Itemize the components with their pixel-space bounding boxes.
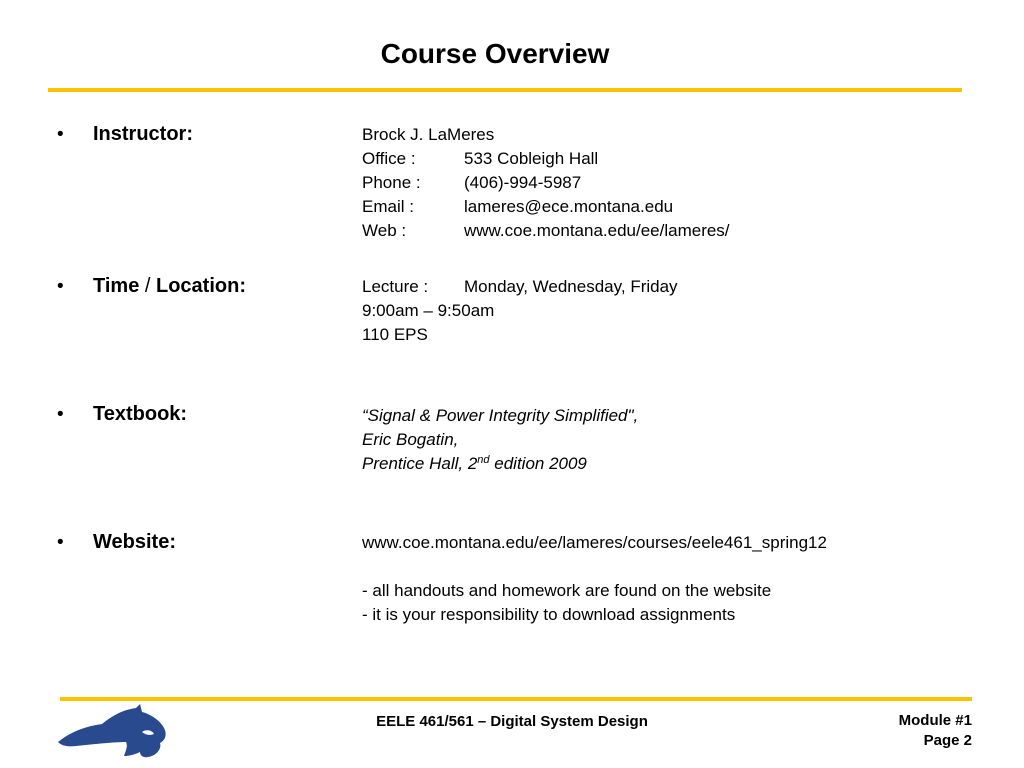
textbook-title: “Signal & Power Integrity Simplified", — [362, 406, 639, 425]
phone-key: Phone : — [362, 173, 421, 192]
slide-title: Course Overview — [380, 38, 610, 69]
website-url: www.coe.montana.edu/ee/lameres/courses/eele461_spring12 — [362, 533, 827, 552]
bullet-textbook: • — [57, 404, 64, 425]
footer-page-info — [899, 711, 972, 751]
office-value: 533 Cobleigh Hall — [464, 149, 599, 168]
bobcat-logo-icon — [56, 702, 168, 760]
time-label: Time — [93, 275, 140, 297]
time-location-label — [93, 274, 246, 298]
website-label: Website: — [93, 531, 176, 553]
footer-module: Module #1 — [898, 712, 972, 729]
textbook-label: Textbook: — [93, 403, 188, 425]
web-key: Web : — [362, 221, 407, 240]
time-location-separator: / — [139, 275, 156, 297]
web-value: www.coe.montana.edu/ee/lameres/ — [464, 221, 730, 240]
textbook-publisher — [362, 452, 587, 476]
instructor-name: Brock J. LaMeres — [362, 125, 495, 144]
email-key: Email : — [362, 197, 414, 216]
lecture-time: 9:00am – 9:50am — [362, 301, 495, 320]
office-key: Office : — [362, 149, 416, 168]
lecture-days-value: Monday, Wednesday, Friday — [464, 277, 678, 296]
edition-superscript: nd — [477, 454, 490, 466]
instructor-web — [362, 219, 730, 243]
instructor-phone — [362, 171, 581, 195]
footer-course-title: EELE 461/561 – Digital System Design — [376, 713, 648, 730]
lecture-days — [362, 275, 678, 299]
email-value: lameres@ece.montana.edu — [464, 197, 674, 216]
textbook-author: Eric Bogatin, — [362, 430, 459, 449]
instructor-label: Instructor: — [93, 123, 193, 145]
instructor-email — [362, 195, 673, 219]
location-label: Location: — [156, 275, 246, 297]
phone-value: (406)-994-5987 — [464, 173, 582, 192]
website-note-1: - all handouts and homework are found on the website — [362, 581, 772, 600]
website-note-2: - it is your responsibility to download assignments — [362, 605, 736, 624]
lecture-key: Lecture : — [362, 277, 429, 296]
footer-page-number: Page 2 — [923, 732, 972, 749]
lecture-room: 110 EPS — [362, 325, 428, 344]
bottom-divider — [60, 697, 972, 701]
bullet-instructor: • — [57, 124, 64, 145]
bullet-website: • — [57, 532, 64, 553]
publisher-prefix: Prentice Hall, 2 — [362, 454, 478, 473]
publisher-suffix: edition 2009 — [489, 454, 587, 473]
instructor-office — [362, 147, 598, 171]
bullet-time-location: • — [57, 276, 64, 297]
top-divider — [48, 88, 962, 92]
